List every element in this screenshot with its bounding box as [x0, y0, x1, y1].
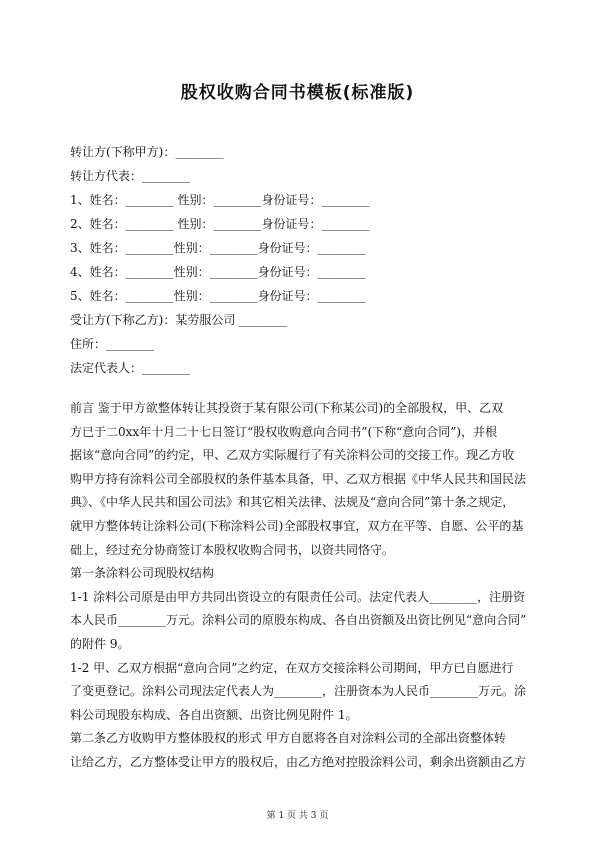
- body-line: 前言 鉴于甲方欲整体转让其投资于某有限公司(下称某公司)的全部股权，甲、乙双: [70, 401, 504, 415]
- body-line: 1-1 涂料公司原是由甲方共同出资设立的有限责任公司。法定代表人________，注册资: [70, 589, 526, 604]
- body-line: 就甲方整体转让涂料公司(下称涂料公司)全部股权事宜，双方在平等、自愿、公平的基: [70, 518, 524, 533]
- transferor-field: 转让方(下称甲方)：________: [70, 145, 224, 159]
- body-line: 据该“意向合同”的约定，甲、乙双方实际履行了有关涂料公司的交接工作。现乙方收: [70, 448, 515, 463]
- body-line: 础上，经过充分协商签订本股权收购合同书，以资共同恪守。: [70, 542, 395, 557]
- body-line: 典》、《中华人民共和国公司法》和其它相关法律、法规及“意向合同”第十条之规定，: [70, 495, 515, 510]
- body-line: 的附件 9。: [70, 636, 130, 651]
- body-line: 1-2 甲、乙双方根据“意向合同”之约定，在双方交接涂料公司期间，甲方已自愿进行: [70, 660, 514, 675]
- legal-representative-field: 法定代表人：________: [70, 361, 191, 375]
- page-number: 第 1 页 共 3 页: [266, 811, 329, 821]
- body-line: 购甲方持有涂料公司全部股权的条件基本具备，甲、乙双方根据《中华人民共和国民法: [70, 471, 527, 486]
- body-line: 了变更登记。涂料公司现法定代表人为________，注册资本为人民币________万元。涂: [70, 684, 527, 699]
- transferor-representative-field: 转让方代表：________: [70, 169, 191, 183]
- document-title: 股权收购合同书模板(标准版): [180, 83, 415, 103]
- person-1-field: 1、姓名：________ 性别：________身份证号：________: [70, 193, 370, 207]
- person-5-field: 5、姓名：________性别：________身份证号：________: [70, 289, 366, 303]
- section-heading: 第一条涂料公司现股权结构: [70, 566, 215, 581]
- body-line: 让给乙方，乙方整体受让甲方的股权后，由乙方绝对控股涂料公司，剩余出资额由乙方: [70, 754, 527, 769]
- person-3-field: 3、姓名：________性别：________身份证号：________: [70, 241, 366, 255]
- contract-body: [70, 397, 532, 775]
- address-field: 住所：________: [70, 337, 155, 351]
- transferee-field: 受让方(下称乙方)：某劳服公司 ________: [70, 313, 288, 327]
- body-line: 本人民币________万元。涂料公司的原股东构成、各自出资额及出资比例见“意向合同”: [70, 613, 527, 628]
- person-4-field: 4、姓名：________性别：________身份证号：________: [70, 265, 366, 279]
- body-line: 方已于二0xx年十月二十七日签订“股权收购意向合同书”(下称“意向合同”)，并根: [70, 424, 498, 439]
- section-heading: 第二条乙方收购甲方整体股权的形式 甲方自愿将各自对涂料公司的全部出资整体转: [70, 731, 506, 746]
- body-line: 料公司现股东构成、各自出资额、出资比例见附件 1。: [70, 707, 358, 722]
- person-2-field: 2、姓名：________ 性别：________身份证号：________: [70, 217, 370, 231]
